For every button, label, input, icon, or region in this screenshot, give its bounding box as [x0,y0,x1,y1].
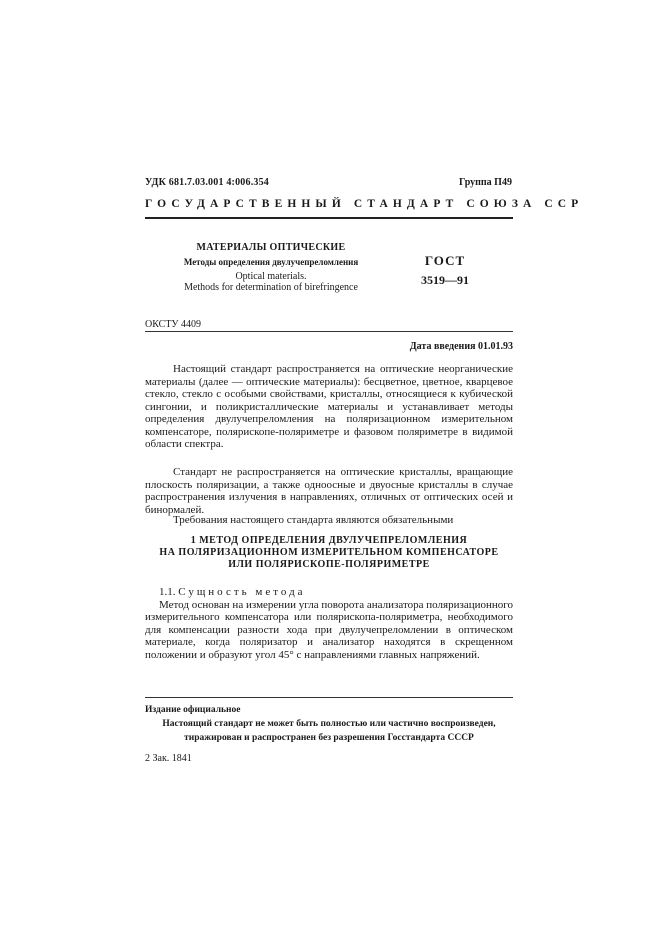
title-en: Optical materials. [235,271,307,282]
order-number: 2 Зак. 1841 [145,753,192,764]
header-divider [145,217,513,219]
title-ru: МАТЕРИАЛЫ ОПТИЧЕСКИЕ [196,242,346,253]
copyright-notice [145,718,513,745]
exclusion-paragraph: Стандарт не распространяется на оптические кристаллы, вращающие плоскость поляризации, а также одноосные и двуосные кристаллы в случае распространения излучения в направлениях, отличных от оптических осей и бинормалей. [145,466,513,516]
gost-number: 3519—91 [421,273,469,287]
section-1-heading [145,535,513,571]
section-heading-line: ИЛИ ПОЛЯРИСКОПЕ-ПОЛЯРИМЕТРЕ [228,559,430,570]
gost-label: ГОСТ [424,253,466,268]
group-code: Группа П49 [459,177,512,188]
clause-title: Сущность метода [178,586,306,598]
footer-divider [145,697,513,698]
intro-date: Дата введения 01.01.93 [409,341,513,352]
clause-number: 1.1. [159,586,176,598]
section-heading-line: 1 МЕТОД ОПРЕДЕЛЕНИЯ ДВУЛУЧЕПРЕЛОМЛЕНИЯ [190,535,468,546]
scope-paragraph: Настоящий стандарт распространяется на оптические неорганические материалы (далее — оптические материалы): бесцветное, цветное, кварцевое стекло, стекло с особыми свойствами, кристаллы, относящиеся к кубической сингонии, и поликристаллические материалы и устанавливает методы определения двулучепреломления на поляризационном измерительном компенсаторе, полярископе-поляриметре и фазовом поляриметре в видимой области спектра. [145,363,513,450]
udk-code: УДК 681.7.03.001 4:006.354 [145,177,269,188]
okstu-code: ОКСТУ 4409 [145,319,202,330]
notice-line: тиражирован и распространен без разрешения Госстандарта СССР [184,732,474,743]
clause-1-1 [145,586,513,661]
state-standard-banner: ГОСУДАРСТВЕННЫЙ СТАНДАРТ СОЮЗА ССР [145,198,584,210]
section-heading-line: НА ПОЛЯРИЗАЦИОННОМ ИЗМЕРИТЕЛЬНОМ КОМПЕНСАТОРЕ [159,547,499,558]
clause-text: Метод основан на измерении угла поворота анализатора поляризационного измерительного компенсатора или полярископа-поляриметра, необходимого для компенсации разности хода при двулучепреломлении в оптическом материале, когда поляризатор и анализатор находятся в скрещенном положении и образуют угол 45° с направлениями главных напряжений. [145,598,513,661]
subtitle-ru: Методы определения двулучепреломления [183,257,359,267]
okstu-divider [145,331,513,332]
subtitle-en: Methods for determination of birefringence [184,282,358,293]
edition-label: Издание официальное [145,705,241,715]
notice-line: Настоящий стандарт не может быть полностью или частично воспроизведен, [162,719,496,729]
mandatory-paragraph: Требования настоящего стандарта являются обязательными [173,514,454,526]
